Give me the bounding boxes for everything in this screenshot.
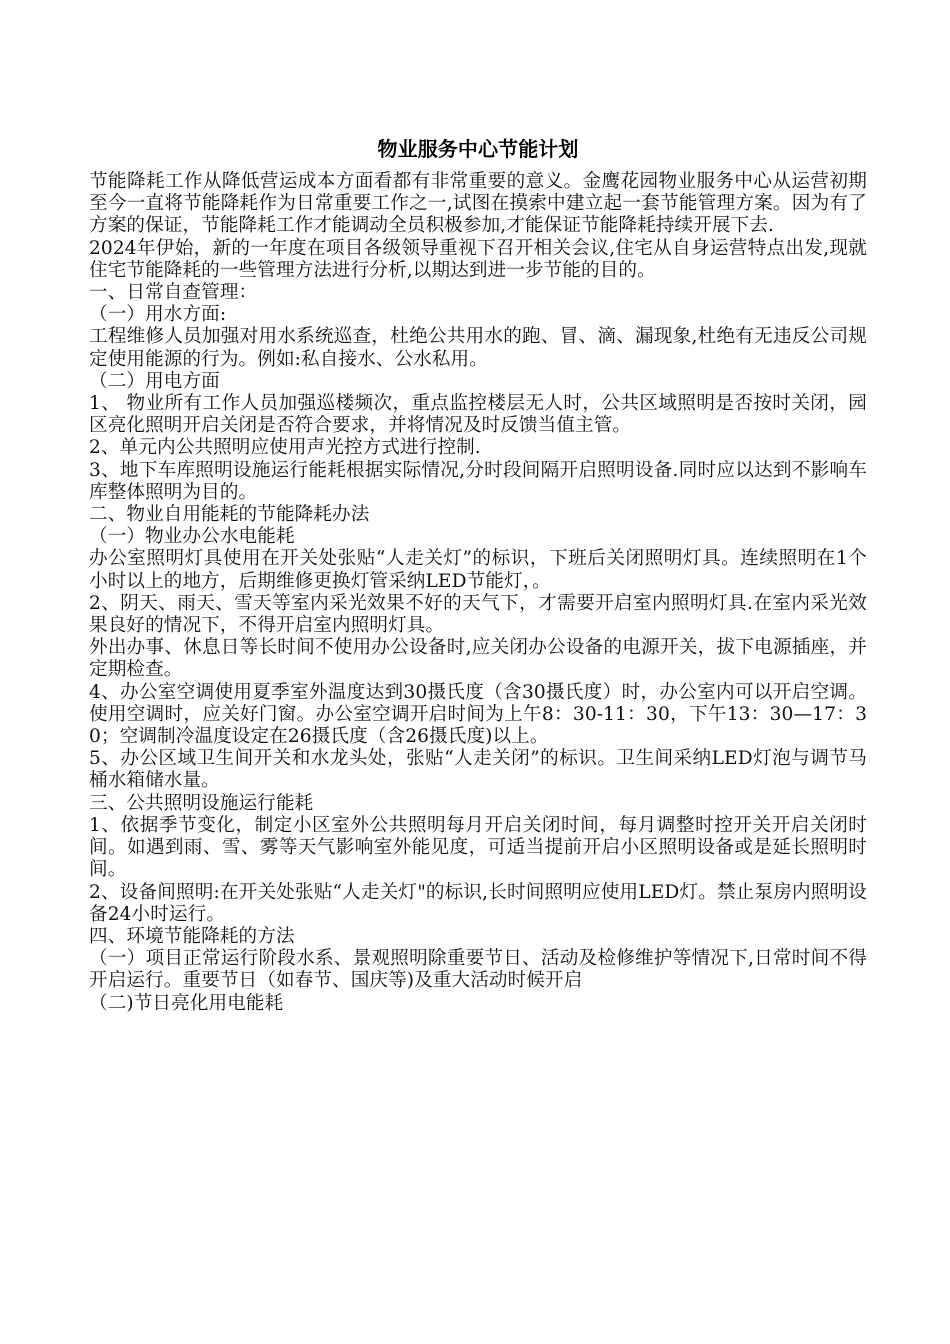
paragraph-electricity-3: 3、地下车库照明设施运行能耗根据实际情况,分时段间隔开启照明设备.同时应以达到不影响车库整体照明为目的。 xyxy=(89,459,867,503)
paragraph-electricity-2: 2、单元内公共照明应使用声光控方式进行控制. xyxy=(89,437,481,459)
paragraph-2024: 2024年伊始，新的一年度在项目各级领导重视下召开相关会议,住宅从自身运营特点出发,现就住宅节能降耗的一些管理方法进行分析,以期达到进一步节能的目的。 xyxy=(89,237,867,281)
paragraph-office-restroom: 5、办公区域卫生间开关和水龙头处，张贴“人走关闭”的标识。卫生间采纳LED灯泡与调节马桶水箱储水量。 xyxy=(89,748,867,792)
document-body xyxy=(89,135,867,1015)
section-heading-3: 三、公共照明设施运行能耗 xyxy=(89,792,314,814)
paragraph-water: 工程维修人员加强对用水系统巡查，杜绝公共用水的跑、冒、滴、漏现象,杜绝有无违反公司规定使用能源的行为。例如:私自接水、公水私用。 xyxy=(89,326,867,370)
paragraph-intro: 节能降耗工作从降低营运成本方面看都有非常重要的意义。金鹰花园物业服务中心从运营初期至今一直将节能降耗作为日常重要工作之一,试图在摸索中建立起一套节能管理方案。因为有了方案的保证，节能降耗工作才能调动全员积极参加,才能保证节能降耗持续开展下去. xyxy=(89,171,867,237)
paragraph-office-ac: 4、办公室空调使用夏季室外温度达到30摄氏度（含30摄氏度）时，办公室内可以开启空调。使用空调时，应关好门窗。办公室空调开启时间为上午8：30-11：30，下午13：30—17：30；空调制冷温度设定在26摄氏度（含26摄氏度)以上。 xyxy=(89,681,867,748)
paragraph-office-lighting: 办公室照明灯具使用在开关处张贴“人走关灯”的标识，下班后关闭照明灯具。连续照明在1个小时以上的地方，后期维修更换灯管采纳LED节能灯，。 xyxy=(89,548,867,592)
paragraph-office-equipment: 外出办事、休息日等长时间不使用办公设备时,应关闭办公设备的电源开关，拔下电源插座，并定期检查。 xyxy=(89,637,867,681)
paragraph-environment-1: （一）项目正常运行阶段水系、景观照明除重要节日、活动及检修维护等情况下,日常时间不得开启运行。重要节日（如春节、国庆等)及重大活动时候开启 xyxy=(89,948,867,992)
subsection-heading-office: （一）物业办公水电能耗 xyxy=(89,526,295,548)
subsection-heading-electricity: （二）用电方面 xyxy=(89,370,220,392)
document-title: 物业服务中心节能计划 xyxy=(377,137,579,161)
section-heading-2: 二、物业自用能耗的节能降耗办法 xyxy=(89,504,370,526)
paragraph-public-lighting-1: 1、依据季节变化，制定小区室外公共照明每月开启关闭时间，每月调整时控开关开启关闭时间。如遇到雨、雪、雾等天气影响室外能见度，可适当提前开启小区照明设备或是延长照明时间。 xyxy=(89,814,867,881)
paragraph-office-weather: 2、阴天、雨天、雪天等室内采光效果不好的天气下，才需要开启室内照明灯具.在室内采光效果良好的情况下，不得开启室内照明灯具。 xyxy=(89,592,867,637)
section-heading-4: 四、环境节能降耗的方法 xyxy=(89,925,295,947)
paragraph-public-lighting-2: 2、设备间照明:在开关处张贴“人走关灯"的标识,长时间照明应使用LED灯。禁止泵房内照明设备24小时运行。 xyxy=(89,881,867,925)
subsection-heading-water: （一）用水方面: xyxy=(89,304,227,326)
section-heading-1: 一、日常自查管理： xyxy=(89,282,258,304)
paragraph-environment-2: （二)节日亮化用电能耗 xyxy=(89,992,284,1014)
paragraph-electricity-1: 1、 物业所有工作人员加强巡楼频次，重点监控楼层无人时，公共区域照明是否按时关闭，园区亮化照明开启关闭是否符合要求，并将情况及时反馈当值主管。 xyxy=(89,393,867,437)
